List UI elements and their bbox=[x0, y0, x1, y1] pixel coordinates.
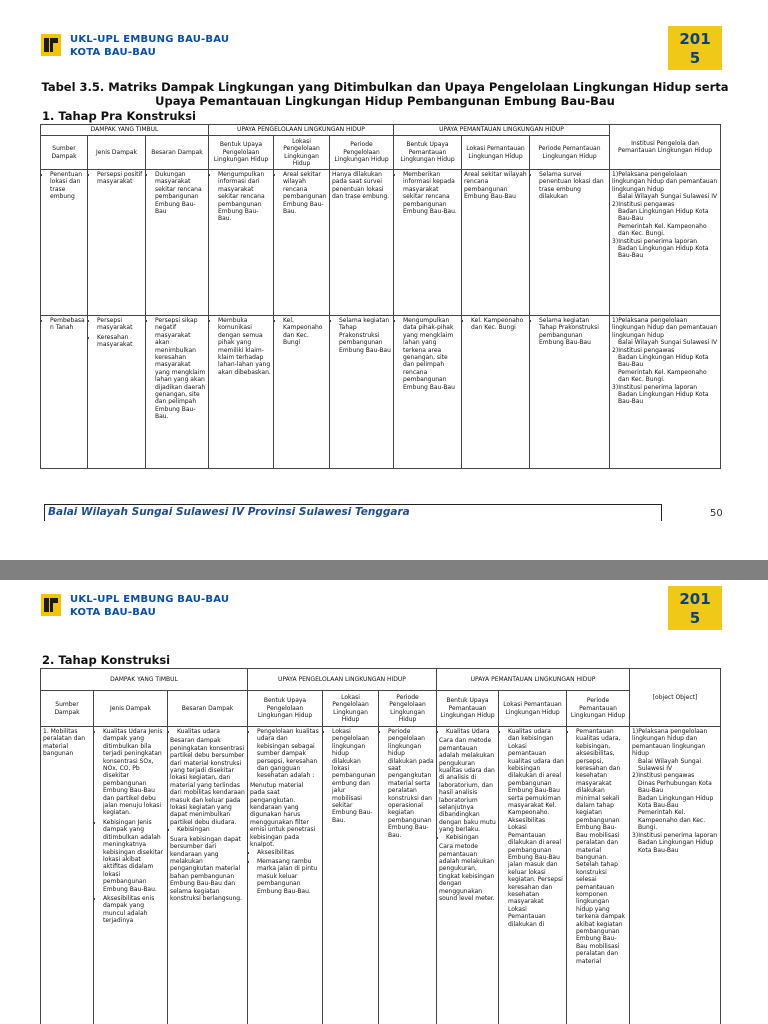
col-header-jenis: Jenis Dampak bbox=[88, 136, 146, 170]
cell-jenis-aksesibilitas: • Aksesibilitas enis dampak yang muncul adalah terjadinya bbox=[103, 895, 165, 925]
cell-jenis-keresahan: • Keresahan masyarakat bbox=[97, 334, 143, 349]
col-header-besaran: Besaran Dampak bbox=[168, 691, 248, 727]
header-project-title: UKL-UPL EMBUNG BAU-BAU bbox=[70, 34, 230, 45]
pengelolaan-intro: • Pengelolaan kualitas udara dan kebisingan sebagai sumber dampak persepsi, keresahan dan gangguan kesehatan adalah : bbox=[257, 728, 320, 780]
cell-jenis-kualitas-udara: • Kualitas Udara Jenis dampak yang ditimbulkan bila terjadi peningkatan konsentrasi SOx, NOx, CO, Pb disekitar pembangunan Embung Bau-Bau dan partikel debu jalan menuju lokasi kegiatan. bbox=[103, 728, 165, 817]
institusi-item: • Badan Lingkungan Hidup Kota Bau-Bau bbox=[638, 795, 718, 810]
col-header-sumber: Sumber Dampak bbox=[41, 136, 88, 170]
cell-lokasi-pengelolaan: • Lokasi pengelolaan lingkungan hidup dilakukan lokasi pembangunan embung dan jalur mobilisasi sekitar Embung Bau-Bau. bbox=[332, 728, 376, 824]
cell-jenis: • Persepsi positif masyarakat bbox=[97, 171, 143, 186]
table-title-line2: Upaya Pemantauan Lingkungan Hidup Pembangunan Embung Bau-Bau bbox=[155, 94, 615, 108]
cell-sumber: • Pembebasan Tanah bbox=[50, 317, 85, 332]
group-header-pengelolaan: UPAYA PENGELOLAAN LINGKUNGAN HIDUP bbox=[248, 669, 437, 691]
institusi-pelaksana: 1)Pelaksana pengelolaan lingkungan hidup dan pemantauan lingkungan hidup bbox=[612, 317, 718, 339]
group-header-dampak: DAMPAK YANG TIMBUL bbox=[41, 125, 209, 136]
header-location: KOTA BAU-BAU bbox=[70, 607, 156, 618]
besaran-heading-udara: • Kualitas udara bbox=[177, 728, 245, 735]
section-heading-konstruksi: 2. Tahap Konstruksi bbox=[42, 653, 171, 667]
group-header-pengelolaan: UPAYA PENGELOLAAN LINGKUNGAN HIDUP bbox=[209, 125, 394, 136]
cell-bentuk-pemantauan: • Mengumpulkan data pihak-pihak yang mengklaim lahan yang terkena area genangan, site dan pelimpah rencana pembangunan Embung Bau-Bau bbox=[403, 317, 459, 391]
cell-besaran bbox=[168, 727, 248, 1024]
institusi-pengawas: 2)Institusi pengawas bbox=[612, 200, 675, 208]
institusi-item: • Badan Lingkungan Hidup Kota Bau-Bau bbox=[618, 245, 718, 260]
cell-lokasi-pemantauan: • Kel. Kampeonaho dan Kec. Bungi bbox=[471, 317, 527, 332]
col-header-periode-pengelolaan: Periode Pengelolaan Lingkungan Hidup bbox=[330, 136, 394, 170]
cell-sumber: 1. Mobilitas peralatan dan material bangunan bbox=[41, 727, 94, 1024]
institusi-pelaksana: 1)Pelaksana pengelolaan lingkungan hidup dan pemantauan lingkungan hidup bbox=[632, 728, 708, 758]
institusi-item: • Badan Lingkungan Hidup Kota Bau-Bau bbox=[618, 391, 718, 406]
header-location: KOTA BAU-BAU bbox=[70, 47, 156, 58]
col-header-bentuk-pemantauan: Bentuk Upaya Pemantauan Lingkungan Hidup bbox=[394, 136, 462, 170]
institusi-penerima: 3)Institusi penerima laporan bbox=[632, 831, 718, 839]
pemantauan-text-udara: Cara dan metode pemantauan adalah melakukan pengukuran kualitas udara dan di analisis di laboratorium, dan hasil analisis laboratorium selanjutnya dibandingkan dengan baku mutu yang berlaku. bbox=[439, 737, 496, 834]
section-heading-pra-konstruksi: 1. Tahap Pra Konstruksi bbox=[42, 109, 196, 123]
pemantauan-heading-kebisingan: • Kebisingan bbox=[446, 834, 496, 841]
cell-periode-pemantauan: • Selama kegiatan Tahap Prakonstruksi pembangunan Embung Bau-Bau bbox=[539, 317, 607, 347]
cell-periode-pengelolaan: • Periode pengelolaan lingkungan hidup dilakukan pada saat pengangkutan material serta peralatan konstruksi dan operasional kegiatan pembangunan Embung Bau-Bau. bbox=[388, 728, 434, 839]
matrix-table-konstruksi bbox=[40, 668, 721, 1024]
institusi-item: • Badan Lingkungan Hidup Kota Bau-Bau bbox=[638, 839, 718, 854]
table-row bbox=[41, 727, 721, 1024]
pengelolaan-item: • Memasang rambu marka jalan di pintu masuk keluar pembangunan Embung Bau-Bau. bbox=[257, 858, 320, 895]
group-header-pemantauan: UPAYA PEMANTAUAN LINGKUNGAN HIDUP bbox=[437, 669, 630, 691]
institusi-item: • Pemerintah Kel. Kampeonaho dan Kec. Bungi. bbox=[618, 369, 718, 384]
table-row bbox=[41, 170, 721, 316]
institusi-item: • Balai Wilayah Sungai Sulawesi IV bbox=[638, 758, 718, 773]
table-title bbox=[40, 80, 730, 108]
pemantauan-heading-udara: • Kualitas Udara bbox=[446, 728, 496, 735]
institusi-penerima: 3)Institusi penerima laporan bbox=[612, 383, 698, 391]
institusi-penerima: 3)Institusi penerima laporan bbox=[612, 237, 698, 245]
cell-jenis-persepsi: • Persepsi masyarakat bbox=[97, 317, 143, 332]
besaran-heading-kebisingan: • Kebisingan bbox=[177, 826, 245, 833]
cell-besaran: • Dukungan masyarakat sekitar rencana pembangunan Embung Bau-Bau bbox=[155, 171, 206, 215]
besaran-text-udara: Besaran dampak peningkatan konsentrasi partikel debu bersumber dari material konstruksi yang terjadi disekitar lokasi kegiatan, dan material yang terlindas dari mobilitas kendaraan masuk dan keluar pada lokasi kegiatan yang dapat menimbulkan partikel debu diudara. bbox=[170, 737, 245, 826]
year-badge-line2: 5 bbox=[689, 49, 701, 67]
year-badge-line2: 5 bbox=[689, 609, 701, 627]
cell-institusi bbox=[630, 727, 721, 1024]
institusi-pengawas: 2)Institusi pengawas bbox=[632, 772, 695, 780]
col-header-lokasi-pengelolaan: Lokasi Pengelolaan Lingkungan Hidup bbox=[274, 136, 330, 170]
cell-periode-pengelolaan: • Selama kegiatan Tahap Prakonstruksi pembangunan Embung Bau-Bau bbox=[339, 317, 391, 354]
institusi-item: • Pemerintah Kel. Kampeonaho dan Kec. Bungi. bbox=[638, 809, 718, 831]
col-header-lokasi-pengelolaan: Lokasi Pengelolaan Lingkungan Hidup bbox=[323, 691, 379, 727]
col-header-bentuk-pengelolaan: Bentuk Upaya Pengelolaan Lingkungan Hidup bbox=[248, 691, 323, 727]
institusi-pelaksana: 1)Pelaksana pengelolaan lingkungan hidup dan pemantauan lingkungan hidup bbox=[612, 171, 718, 193]
cell-institusi bbox=[610, 170, 721, 316]
cell-periode-pemantauan: • Pemantauan kualitas udara, kebisingan, aksesibilitas, persepsi, keresahan dan kesehatan masyarakat dilakukan minimal sekali dalam tahap kegiatan pembangunan Embung Bau-Bau mobilisasi peralatan dan material bangunan. Setelah tahap konstruksi selesai pemantauan komponen lingkungan hidup yang terkena dampak akibat kegiatan pembangunan Embung Bau-Bau mobilisasi peralatan dan material bbox=[576, 728, 627, 965]
col-header-bentuk-pengelolaan: Bentuk Upaya Pengelolaan Lingkungan Hidup bbox=[209, 136, 274, 170]
cell-jenis-kebisingan: • Kebisingan Jenis dampak yang ditimbulkan adalah meningkatnya kebisingan disekitar lokasi akibat aktifitas didalam lokasi pembangunan Embung Bau-Bau. bbox=[103, 819, 165, 893]
institusi-item: • Badan Lingkungan Hidup Kota Bau-Bau bbox=[618, 354, 718, 369]
col-header-besaran: Besaran Dampak bbox=[146, 136, 209, 170]
table-title-line1: Tabel 3.5. Matriks Dampak Lingkungan yang Ditimbulkan dan Upaya Pengelolaan Lingkungan Hidup serta bbox=[41, 80, 729, 94]
institusi-pengawas: 2)Institusi pengawas bbox=[612, 346, 675, 354]
group-header-pemantauan: UPAYA PEMANTAUAN LINGKUNGAN HIDUP bbox=[394, 125, 610, 136]
matrix-table-pra-konstruksi bbox=[40, 124, 721, 469]
header-project-title: UKL-UPL EMBUNG BAU-BAU bbox=[70, 594, 230, 605]
cell-besaran: • Persepsi sikap negatif masyarakat akan menimbulkan keresahan masyarakat yang mengklaim lahan yang akan dijadikan daerah genangan, site dan pelimpah Embung Bau-Bau. bbox=[155, 317, 206, 421]
page-number: 50 bbox=[710, 508, 723, 519]
col-header-lokasi-pemantauan: Lokasi Pemantauan Lingkungan Hidup bbox=[499, 691, 567, 727]
year-badge-line1: 201 bbox=[679, 30, 711, 48]
institusi-item: • Pemerintah Kel. Kampeonaho dan Kec. Bungi. bbox=[618, 223, 718, 238]
col-header-jenis: Jenis Dampak bbox=[94, 691, 168, 727]
cell-bentuk-pengelolaan bbox=[248, 727, 323, 1024]
cell-bentuk-pengelolaan: • Mengumpulkan informasi dari masyarakat sekitar rencana pembangunan Embung Bau-Bau. bbox=[218, 171, 271, 223]
cell-periode-pemantauan: • Selama survei penentuan lokasi dan trase embung dilakukan bbox=[539, 171, 607, 201]
ministry-logo-icon bbox=[40, 593, 62, 617]
col-header-periode-pemantauan: Periode Pemantauan Lingkungan Hidup bbox=[567, 691, 630, 727]
besaran-text-kebisingan: Suara kebisingan dapat bersumber dari kendaraan yang melakukan pengangkutan material bahan pembangunan Embung Bau-Bau dan selama kegiatan konstruksi berlangsung. bbox=[170, 835, 243, 902]
col-header-periode-pengelolaan: Periode Pengelolaan Lingkungan Hidup bbox=[379, 691, 437, 727]
col-header-bentuk-pemantauan: Bentuk Upaya Pemantauan Lingkungan Hidup bbox=[437, 691, 499, 727]
cell-bentuk-pemantauan: • Memberikan informasi kepada masyarakat sekitar rencana pembangunan Embung Bau-Bau. bbox=[403, 171, 459, 215]
institusi-item: • Dinas Perhubungan Kota Bau-Bau bbox=[638, 780, 718, 795]
col-header-lokasi-pemantauan: Lokasi Pemantauan Lingkungan Hidup bbox=[462, 136, 530, 170]
cell-lokasi-pengelolaan: • Kel. Kampeonaho dan Kec. Bungi bbox=[283, 317, 327, 347]
cell-lokasi-pengelolaan: • Areal sekitar wilayah rencana pembangunan Embung Bau-Bau. bbox=[283, 171, 327, 215]
footer-organization: Balai Wilayah Sungai Sulawesi IV Provinsi Sulawesi Tenggara bbox=[48, 506, 410, 518]
header-institusi: Institusi Pengelola dan Pemantauan Lingkungan Hidup bbox=[610, 125, 721, 170]
year-badge-line1: 201 bbox=[679, 590, 711, 608]
institusi-item: • Balai Wilayah Sungai Sulawesi IV bbox=[618, 339, 718, 346]
ministry-logo-icon bbox=[40, 33, 62, 57]
cell-sumber: • Penentuan lokasi dan trase embung bbox=[50, 171, 85, 201]
pemantauan-text-kebisingan: Cara metode pemantauan adalah melakukan pengukuran, tingkat kebisingan dengan menggunakan sound level meter. bbox=[439, 843, 495, 902]
header-institusi: [object Object] bbox=[630, 669, 721, 727]
cell-bentuk-pengelolaan: • Membuka komunikasi dengan semua pihak yang memiliki klaim-klaim terhadap lahan-lahan yang akan dibebaskan. bbox=[218, 317, 271, 376]
institusi-item: • Badan Lingkungan Hidup Kota Bau-Bau bbox=[618, 208, 718, 223]
institusi-item: • Balai Wilayah Sungai Sulawesi IV bbox=[618, 193, 718, 200]
pengelolaan-item: Menutup material pada saat pengangkutan. bbox=[250, 781, 304, 804]
year-badge bbox=[668, 26, 722, 70]
col-header-sumber: Sumber Dampak bbox=[41, 691, 94, 727]
cell-lokasi-pemantauan: • Kualitas udara dan kebisingan Lokasi pemantauan kualitas udara dan kebisingan dilakukan di areal pembangunan Embung Bau-Bau serta pemukiman masyarakat Kel. Kampeonaho. Aksesibilitas Lokasi Pemantauan dilakukan di areal pembangunan Embung Bau-Bau jalan masuk dan keluar lokasi kegiatan. Persepsi keresahan dan kesehatan masyarakat Lokasi Pemantauan dilakukan di bbox=[508, 728, 564, 928]
pengelolaan-heading-aksesibilitas: • Aksesibilitas bbox=[257, 849, 320, 856]
cell-bentuk-pemantauan bbox=[437, 727, 499, 1024]
document-page-2 bbox=[0, 580, 768, 1024]
cell-institusi bbox=[610, 316, 721, 469]
cell-lokasi-pemantauan: Areal sekitar wilayah rencana pembangunan Embung Bau-Bau bbox=[462, 170, 530, 316]
table-row bbox=[41, 316, 721, 469]
group-header-dampak: DAMPAK YANG TIMBUL bbox=[41, 669, 248, 691]
cell-periode-pengelolaan: Hanya dilakukan pada saat survei penentuan lokasi dan trase embung. bbox=[330, 170, 394, 316]
year-badge bbox=[668, 586, 722, 630]
pengelolaan-item: kendaraan yang digunakan harus menggunakan filter emisi untuk penetrasi kebisingan pada knalpot. bbox=[250, 804, 316, 849]
col-header-periode-pemantauan: Periode Pemantauan Lingkungan Hidup bbox=[530, 136, 610, 170]
